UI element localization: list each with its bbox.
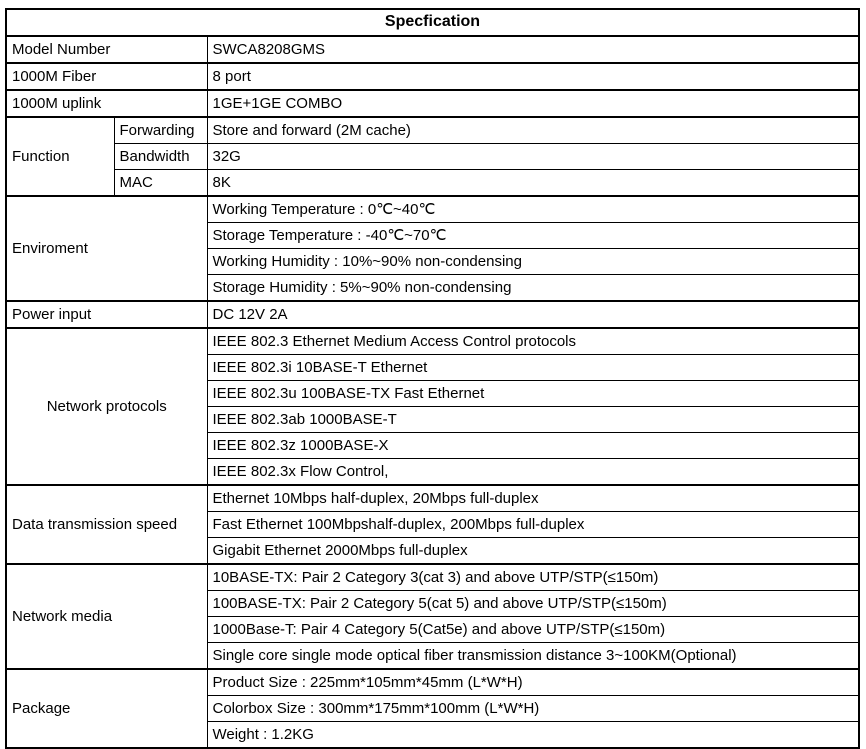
table-row bbox=[6, 63, 859, 90]
package-label: Package bbox=[6, 669, 207, 748]
function-value: 8K bbox=[207, 170, 859, 197]
media-value: 10BASE-TX: Pair 2 Category 3(cat 3) and above UTP/STP(≤150m) bbox=[207, 564, 859, 591]
model-number-value: SWCA8208GMS bbox=[207, 36, 859, 63]
protocol-value: IEEE 802.3i 10BASE-T Ethernet bbox=[207, 355, 859, 381]
function-sublabel: Forwarding bbox=[114, 117, 207, 144]
table-row bbox=[6, 485, 859, 512]
function-value: Store and forward (2M cache) bbox=[207, 117, 859, 144]
table-row bbox=[6, 196, 859, 223]
table-row bbox=[6, 170, 859, 197]
speed-label: Data transmission speed bbox=[6, 485, 207, 564]
function-sublabel: Bandwidth bbox=[114, 144, 207, 170]
speed-value: Fast Ethernet 100Mbpshalf-duplex, 200Mbps full-duplex bbox=[207, 512, 859, 538]
media-label: Network media bbox=[6, 564, 207, 669]
protocols-label: Network protocols bbox=[6, 328, 207, 485]
power-value: DC 12V 2A bbox=[207, 301, 859, 328]
protocol-value: IEEE 802.3ab 1000BASE-T bbox=[207, 407, 859, 433]
media-value: Single core single mode optical fiber transmission distance 3~100KM(Optional) bbox=[207, 643, 859, 670]
speed-value: Gigabit Ethernet 2000Mbps full-duplex bbox=[207, 538, 859, 565]
environment-value: Working Humidity : 10%~90% non-condensing bbox=[207, 249, 859, 275]
package-value: Weight : 1.2KG bbox=[207, 722, 859, 749]
table-row bbox=[6, 144, 859, 170]
function-sublabel: MAC bbox=[114, 170, 207, 197]
package-value: Product Size : 225mm*105mm*45mm (L*W*H) bbox=[207, 669, 859, 696]
function-value: 32G bbox=[207, 144, 859, 170]
protocol-value: IEEE 802.3z 1000BASE-X bbox=[207, 433, 859, 459]
specification-table bbox=[5, 8, 860, 749]
protocol-value: IEEE 802.3u 100BASE-TX Fast Ethernet bbox=[207, 381, 859, 407]
protocol-value: IEEE 802.3 Ethernet Medium Access Control protocols bbox=[207, 328, 859, 355]
table-row bbox=[6, 36, 859, 63]
model-number-label: Model Number bbox=[6, 36, 207, 63]
table-row bbox=[6, 90, 859, 117]
media-value: 1000Base-T: Pair 4 Category 5(Cat5e) and above UTP/STP(≤150m) bbox=[207, 617, 859, 643]
power-label: Power input bbox=[6, 301, 207, 328]
fiber-value: 8 port bbox=[207, 63, 859, 90]
package-value: Colorbox Size : 300mm*175mm*100mm (L*W*H) bbox=[207, 696, 859, 722]
table-row bbox=[6, 564, 859, 591]
environment-value: Storage Temperature : -40℃~70℃ bbox=[207, 223, 859, 249]
environment-value: Working Temperature : 0℃~40℃ bbox=[207, 196, 859, 223]
protocol-value: IEEE 802.3x Flow Control, bbox=[207, 459, 859, 486]
function-label: Function bbox=[6, 117, 114, 196]
media-value: 100BASE-TX: Pair 2 Category 5(cat 5) and above UTP/STP(≤150m) bbox=[207, 591, 859, 617]
table-row bbox=[6, 117, 859, 144]
table-title: Specfication bbox=[6, 9, 859, 36]
uplink-label: 1000M uplink bbox=[6, 90, 207, 117]
environment-value: Storage Humidity : 5%~90% non-condensing bbox=[207, 275, 859, 302]
speed-value: Ethernet 10Mbps half-duplex, 20Mbps full-duplex bbox=[207, 485, 859, 512]
table-row bbox=[6, 301, 859, 328]
table-row bbox=[6, 328, 859, 355]
title-row bbox=[6, 9, 859, 36]
environment-label: Enviroment bbox=[6, 196, 207, 301]
fiber-label: 1000M Fiber bbox=[6, 63, 207, 90]
table-row bbox=[6, 669, 859, 696]
uplink-value: 1GE+1GE COMBO bbox=[207, 90, 859, 117]
